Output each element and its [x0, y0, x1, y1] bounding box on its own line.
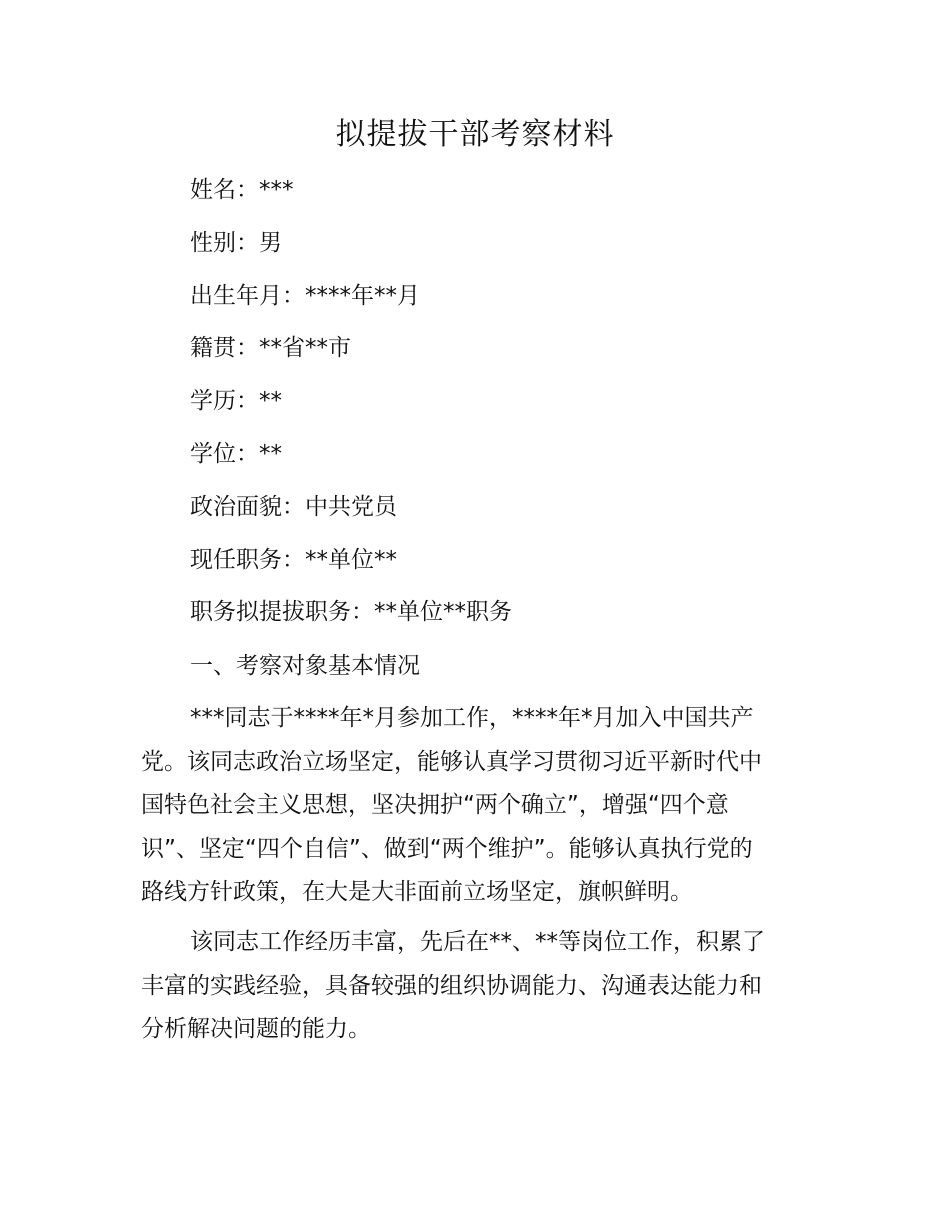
field-value: ** [259, 440, 282, 467]
paragraph-line: 该同志工作经历丰富，先后在**、**等岗位工作，积累了 [190, 929, 765, 955]
paragraph-line: 丰富的实践经验，具备较强的组织协调能力、沟通表达能力和 [141, 972, 762, 999]
field-name [190, 171, 512, 224]
field-label: 职务拟提拔职务： [190, 599, 374, 626]
field-label: 政治面貌： [190, 493, 305, 520]
field-value: **单位** [305, 546, 397, 573]
field-label: 籍贯： [190, 335, 259, 362]
field-label: 现任职务： [190, 546, 305, 573]
paragraph-line: 党。该同志政治立场坚定，能够认真学习贯彻习近平新时代中 [141, 748, 762, 775]
field-label: 学历： [190, 388, 259, 415]
paragraph-line: 路线方针政策，在大是大非面前立场坚定，旗帜鲜明。 [141, 879, 693, 905]
field-birth-date [190, 277, 512, 330]
paragraph-line: ***同志于****年*月参加工作，****年*月加入中国共产 [190, 705, 754, 731]
field-label: 出生年月： [190, 282, 305, 309]
paragraph-line: 识”、坚定“四个自信”、做到“两个维护”。能够认真执行党的 [141, 835, 753, 862]
personal-info-list [190, 171, 512, 646]
field-value: 中共党员 [305, 493, 397, 520]
body-paragraph [141, 697, 821, 915]
paragraph-line: 国特色社会主义思想，坚决拥护“两个确立”，增强“四个意 [141, 792, 729, 818]
field-degree [190, 435, 512, 488]
field-native-place [190, 329, 512, 382]
field-political-status [190, 488, 512, 541]
field-value: **省**市 [259, 335, 351, 362]
section-heading: 一、考察对象基本情况 [190, 653, 420, 679]
field-value: **单位**职务 [374, 599, 512, 626]
field-label: 性别： [190, 229, 259, 256]
field-education [190, 382, 512, 435]
field-label: 学位： [190, 440, 259, 467]
field-label: 姓名： [190, 177, 259, 203]
field-gender [190, 224, 512, 277]
document-title: 拟提拔干部考察材料 [335, 117, 615, 152]
field-value: 男 [259, 229, 282, 256]
field-value: ****年**月 [305, 282, 420, 309]
paragraph-line: 分析解决问题的能力。 [141, 1016, 371, 1042]
field-proposed-position [190, 593, 512, 646]
field-current-position [190, 541, 512, 594]
field-value: ** [259, 388, 282, 415]
field-value: *** [259, 177, 294, 203]
body-paragraph [141, 921, 821, 1052]
